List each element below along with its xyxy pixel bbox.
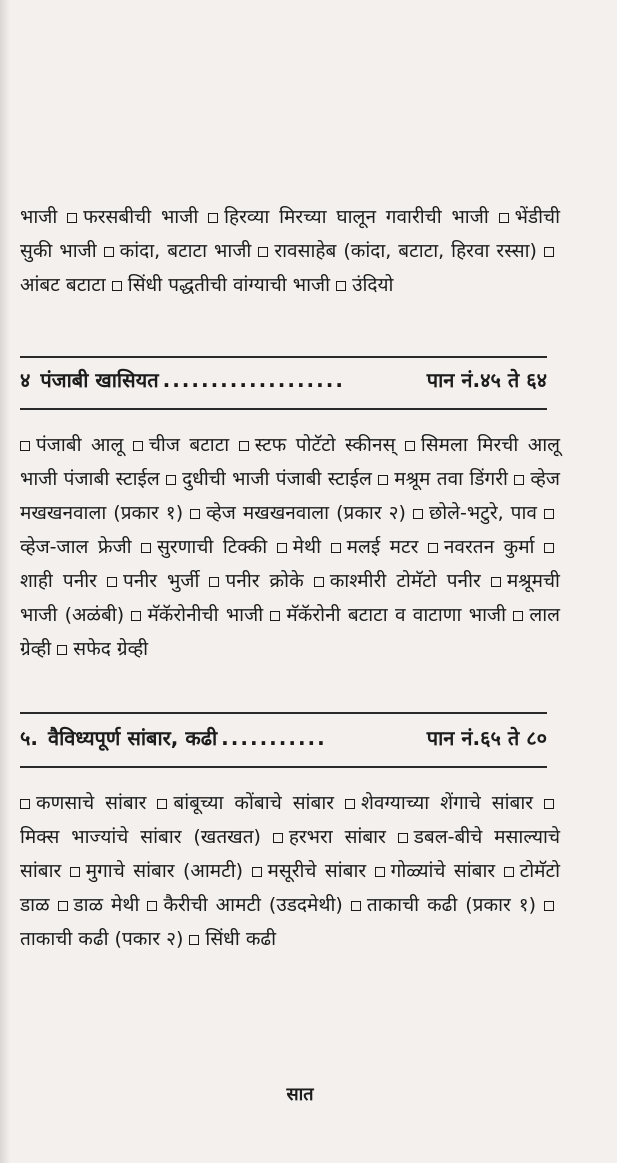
checkbox-square-icon [208, 213, 218, 223]
list-item: नवरतन कुर्मा [428, 536, 535, 558]
checkbox-square-icon [258, 247, 268, 257]
list-item: बांबूच्या कोंबाचे सांबार [157, 792, 334, 814]
checkbox-square-icon [428, 543, 438, 553]
list-item: मुगाचे सांबार (आमटी) [70, 860, 243, 882]
checkbox-square-icon [499, 213, 509, 223]
list-item: कैरीची आमटी (उडदमेथी) [147, 894, 342, 916]
checkbox-square-icon [147, 901, 157, 911]
section5-items [20, 786, 560, 956]
checkbox-square-icon [20, 799, 30, 809]
list-item: शेवग्याच्या शेंगाचे सांबार [345, 792, 533, 814]
page-reference: पान नं.६५ ते ८० [426, 726, 547, 750]
checkbox-square-icon [491, 577, 501, 587]
list-item: सिमला मिरची आलू भाजी पंजाबी स्टाईल [20, 434, 561, 490]
list-item: मश्रूमची भाजी (अळंबी) [20, 570, 560, 626]
checkbox-square-icon [209, 577, 219, 587]
list-item: मश्रूम तवा डिंगरी [378, 468, 508, 490]
checkbox-square-icon [239, 441, 249, 451]
list-item: चीज बटाटा [133, 434, 229, 456]
section3-items [20, 200, 560, 302]
checkbox-square-icon [544, 509, 554, 519]
list-item: रावसाहेब (कांदा, बटाटा, हिरवा रस्सा) [258, 240, 537, 262]
checkbox-square-icon [345, 799, 355, 809]
checkbox-square-icon [157, 799, 167, 809]
section-divider [20, 356, 547, 358]
section-title: पंजाबी खासियत [40, 368, 159, 392]
section4-heading [20, 366, 547, 393]
list-item: डबल-बीचे मसाल्याचे सांबार [20, 826, 561, 882]
list-item: मसूरीचे सांबार [252, 860, 367, 882]
list-item: व्हेज मखखनवाला (प्रकार २) [190, 502, 406, 524]
checkbox-square-icon [58, 901, 68, 911]
checkbox-square-icon [405, 441, 415, 451]
checkbox-square-icon [331, 543, 341, 553]
checkbox-square-icon [57, 645, 67, 655]
list-item: पनीर क्रोके [209, 570, 303, 592]
section-divider [20, 408, 547, 410]
list-item: टोमॅटो डाळ [20, 860, 561, 916]
checkbox-square-icon [20, 441, 30, 451]
checkbox-square-icon [133, 441, 143, 451]
list-item: छोले-भटुरे, पाव [413, 502, 537, 524]
list-item: सिंधी कढी [189, 928, 276, 950]
list-item: ताकाची कढी (प्रकार १) [351, 894, 536, 916]
list-item: पंजाबी आलू [20, 434, 123, 456]
list-item: सुरणाची टिक्की [141, 536, 267, 558]
section-divider [20, 766, 547, 768]
checkbox-square-icon [107, 577, 117, 587]
list-item: मलई मटर [331, 536, 419, 558]
section-number: ५. [20, 726, 38, 750]
list-item: व्हेज मखखनवाला (प्रकार १) [20, 468, 560, 524]
list-item: ताकाची कढी (पकार २) [20, 894, 560, 950]
checkbox-square-icon [270, 611, 280, 621]
leader-dots: ........... [221, 726, 327, 750]
checkbox-square-icon [104, 247, 114, 257]
checkbox-square-icon [314, 577, 324, 587]
section-number: ४ [20, 368, 31, 392]
checkbox-square-icon [131, 611, 141, 621]
checkbox-square-icon [544, 247, 554, 257]
list-item: मेथी [277, 536, 321, 558]
list-item: शाही पनीर [20, 536, 560, 592]
list-item: काश्मीरी टोमॅटो पनीर [314, 570, 481, 592]
checkbox-square-icon [336, 281, 346, 291]
list-item: डाळ मेथी [58, 894, 140, 916]
checkbox-square-icon [273, 833, 283, 843]
checkbox-square-icon [513, 611, 523, 621]
list-item: फरसबीची भाजी [67, 206, 198, 228]
checkbox-square-icon [398, 833, 408, 843]
section5-heading [20, 724, 547, 751]
leader-dots: ................... [162, 368, 345, 392]
list-item: भाजी [20, 206, 58, 228]
checkbox-square-icon [351, 901, 361, 911]
list-item: सिंधी पद्धतीची वांग्याची भाजी [112, 274, 330, 296]
list-item: गोळ्यांचे सांबार [375, 860, 496, 882]
list-item: हरभरा सांबार [273, 826, 386, 848]
page-binding-shadow [0, 0, 10, 1163]
list-item: लाल ग्रेव्ही [20, 604, 561, 660]
list-item: पनीर भुर्जी [107, 570, 199, 592]
list-item: मिक्स भाज्यांचे सांबार (खतखत) [20, 792, 560, 848]
checkbox-square-icon [514, 475, 524, 485]
checkbox-square-icon [141, 543, 151, 553]
list-item: व्हेज-जाल फ्रेजी [20, 502, 560, 558]
page-reference: पान नं.४५ ते ६४ [426, 368, 547, 392]
section4-items [20, 428, 560, 666]
checkbox-square-icon [375, 867, 385, 877]
section-title: वैविध्यपूर्ण सांबार, कढी [48, 726, 218, 750]
list-item: सफेद ग्रेव्ही [57, 638, 148, 660]
list-item: उंदियो [336, 274, 393, 296]
section-divider [20, 712, 547, 714]
list-item: स्टफ पोटॅटो स्कीनस् [239, 434, 396, 456]
list-item: भेंडीची सुकी भाजी [20, 206, 560, 262]
checkbox-square-icon [544, 543, 554, 553]
list-item: कांदा, बटाटा भाजी [104, 240, 252, 262]
list-item: मॅकॅरोनी बटाटा व वाटाणा भाजी [270, 604, 506, 626]
checkbox-square-icon [67, 213, 77, 223]
checkbox-square-icon [190, 509, 200, 519]
checkbox-square-icon [544, 901, 554, 911]
page-number: सात [286, 1084, 314, 1105]
checkbox-square-icon [252, 867, 262, 877]
list-item: दुधीची भाजी पंजाबी स्टाईल [166, 468, 372, 490]
checkbox-square-icon [189, 935, 199, 945]
checkbox-square-icon [112, 281, 122, 291]
list-item: मॅकॅरोनीची भाजी [131, 604, 263, 626]
list-item: कणसाचे सांबार [20, 792, 146, 814]
checkbox-square-icon [504, 867, 514, 877]
checkbox-square-icon [378, 475, 388, 485]
checkbox-square-icon [277, 543, 287, 553]
checkbox-square-icon [544, 799, 554, 809]
checkbox-square-icon [70, 867, 80, 877]
list-item: आंबट बटाटा [20, 240, 560, 296]
list-item: हिरव्या मिरच्या घालून गवारीची भाजी [208, 206, 489, 228]
checkbox-square-icon [166, 475, 176, 485]
checkbox-square-icon [413, 509, 423, 519]
